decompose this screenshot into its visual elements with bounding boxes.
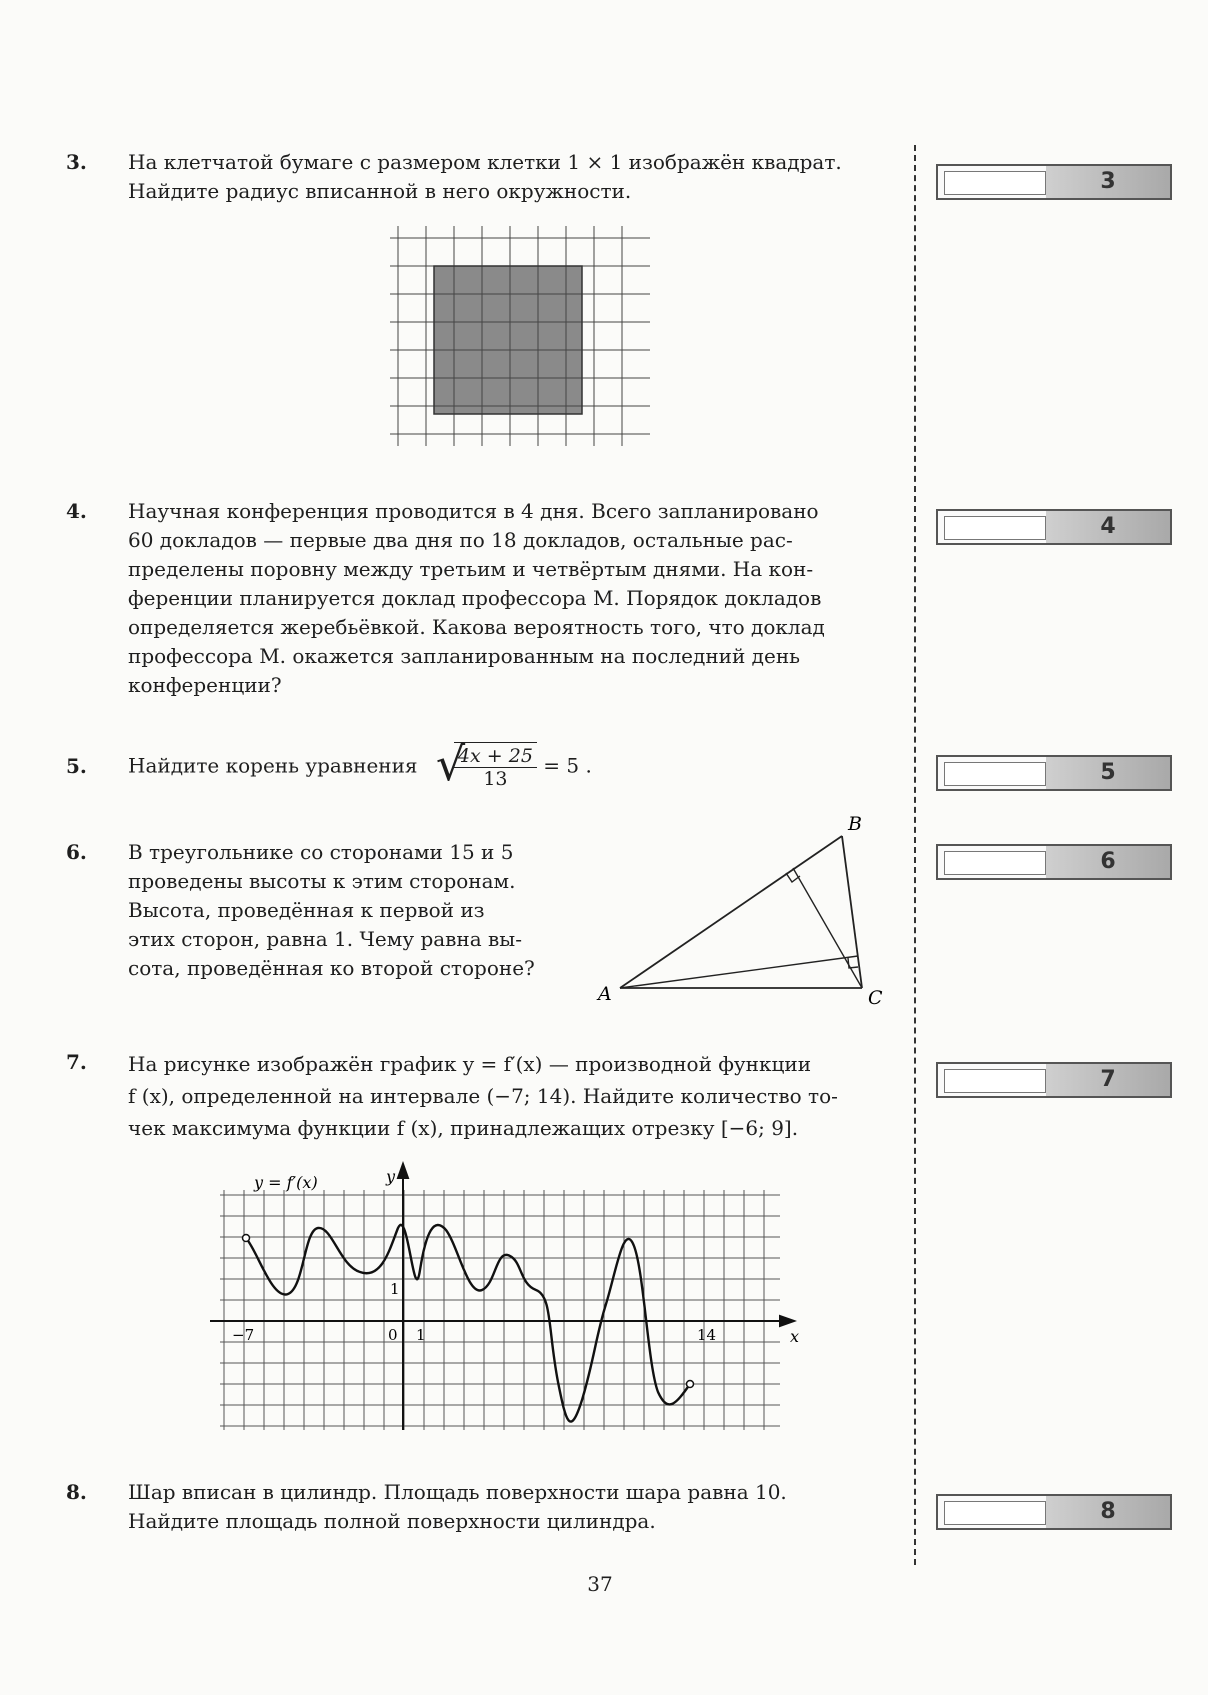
answer-box-3[interactable] bbox=[936, 164, 1172, 200]
problem-text-line: Шар вписан в цилиндр. Площадь поверхности шара равна 10. bbox=[128, 1480, 787, 1504]
graph-grid bbox=[220, 1190, 780, 1430]
vertex-c-label: C bbox=[868, 987, 883, 1009]
problem-text-line: ференции планируется доклад профессора М. Порядок докладов bbox=[128, 586, 822, 610]
problem-text-line: Найдите радиус вписанной в него окружности. bbox=[128, 179, 632, 203]
fraction-denominator: 13 bbox=[483, 768, 508, 790]
answer-box-label: 5 bbox=[1100, 760, 1116, 785]
right-angle-mark bbox=[786, 873, 800, 882]
tick-label-14: 14 bbox=[697, 1326, 717, 1344]
equation-right-side: = 5 . bbox=[543, 753, 592, 778]
problem-text-line: Научная конференция проводится в 4 дня. Всего запланировано bbox=[128, 499, 819, 523]
answer-box-label: 8 bbox=[1100, 1499, 1116, 1524]
y-axis-label: y bbox=[386, 1167, 396, 1186]
problem-text-line: сота, проведённая ко второй стороне? bbox=[128, 956, 535, 980]
problem-text-line: проведены высоты к этим сторонам. bbox=[128, 869, 516, 893]
right-angle-mark bbox=[848, 958, 858, 968]
problem-text-line: определяется жеребьёвкой. Какова вероятность того, что доклад bbox=[128, 615, 825, 639]
tick-label-0: 0 bbox=[388, 1326, 398, 1344]
side-ab bbox=[620, 836, 842, 988]
y-axis-arrow bbox=[398, 1164, 408, 1178]
problem-text-line: На клетчатой бумаге с размером клетки 1 × 1 изображён квадрат. bbox=[128, 150, 842, 174]
problem-text-line: этих сторон, равна 1. Чему равна вы- bbox=[128, 927, 522, 951]
answer-field[interactable] bbox=[944, 762, 1046, 786]
cut-line-divider bbox=[914, 145, 916, 1565]
function-label: y = f′(x) bbox=[254, 1173, 318, 1192]
answer-field[interactable] bbox=[944, 1501, 1046, 1525]
side-bc bbox=[842, 836, 862, 988]
answer-field[interactable] bbox=[944, 516, 1046, 540]
answer-box-8[interactable] bbox=[936, 1494, 1172, 1530]
x-axis-label: x bbox=[790, 1327, 800, 1346]
derivative-curve bbox=[246, 1225, 690, 1422]
problem-text-line: профессора М. окажется запланированным на последний день bbox=[128, 644, 801, 668]
page-number: 37 bbox=[587, 1572, 613, 1596]
problem-text-line: пределены поровну между третьим и четвёртым днями. На кон- bbox=[128, 557, 814, 581]
vertex-a-label: A bbox=[598, 983, 612, 1005]
problem-number: 8. bbox=[66, 1480, 87, 1504]
vertex-b-label: B bbox=[848, 813, 862, 835]
problem-number: 5. bbox=[66, 754, 87, 778]
problem-text-line: Найдите площадь полной поверхности цилиндра. bbox=[128, 1509, 656, 1533]
x-axis-arrow bbox=[780, 1316, 794, 1326]
open-endpoint-left bbox=[243, 1235, 250, 1242]
problem-number: 4. bbox=[66, 499, 87, 523]
tick-label-1: 1 bbox=[416, 1326, 426, 1344]
answer-box-label: 6 bbox=[1100, 849, 1116, 874]
grid-square-figure bbox=[390, 226, 654, 452]
answer-field[interactable] bbox=[944, 171, 1046, 195]
problem-number: 3. bbox=[66, 150, 87, 174]
problem-text: Найдите корень уравнения bbox=[128, 753, 418, 778]
answer-box-label: 3 bbox=[1100, 169, 1116, 194]
answer-field[interactable] bbox=[944, 1069, 1046, 1093]
tick-label-y1: 1 bbox=[390, 1280, 400, 1298]
problem-text-line: f (x), определенной на интервале (−7; 14). Найдите количество то- bbox=[128, 1084, 838, 1108]
answer-box-4[interactable] bbox=[936, 509, 1172, 545]
tick-label-neg7: −7 bbox=[232, 1326, 255, 1344]
problem-text-line: В треугольнике со сторонами 15 и 5 bbox=[128, 840, 514, 864]
triangle-figure bbox=[590, 810, 890, 1010]
fraction bbox=[454, 745, 537, 790]
altitude-from-c bbox=[793, 868, 862, 988]
answer-box-5[interactable] bbox=[936, 755, 1172, 791]
problem-number: 6. bbox=[66, 840, 87, 864]
open-endpoint-right bbox=[687, 1381, 694, 1388]
problem-text-line: чек максимума функции f (x), принадлежащих отрезку [−6; 9]. bbox=[128, 1116, 799, 1140]
fraction-numerator: √ 4x + 25 bbox=[454, 745, 537, 768]
answer-field[interactable] bbox=[944, 851, 1046, 875]
derivative-graph bbox=[200, 1160, 820, 1435]
altitude-from-a bbox=[620, 956, 858, 988]
answer-box-7[interactable] bbox=[936, 1062, 1172, 1098]
answer-box-label: 4 bbox=[1100, 514, 1116, 539]
answer-box-label: 7 bbox=[1100, 1067, 1116, 1092]
problem-number: 7. bbox=[66, 1050, 87, 1074]
problem-text-line: 60 докладов — первые два дня по 18 докладов, остальные рас- bbox=[128, 528, 793, 552]
sqrt-expression bbox=[438, 742, 537, 790]
problem-text-line: конференции? bbox=[128, 673, 282, 697]
shaded-square bbox=[434, 266, 582, 414]
problem-text-line: Высота, проведённая к первой из bbox=[128, 898, 485, 922]
problem-text-line: На рисунке изображён график y = f′(x) — производной функции bbox=[128, 1052, 812, 1076]
answer-box-6[interactable] bbox=[936, 844, 1172, 880]
